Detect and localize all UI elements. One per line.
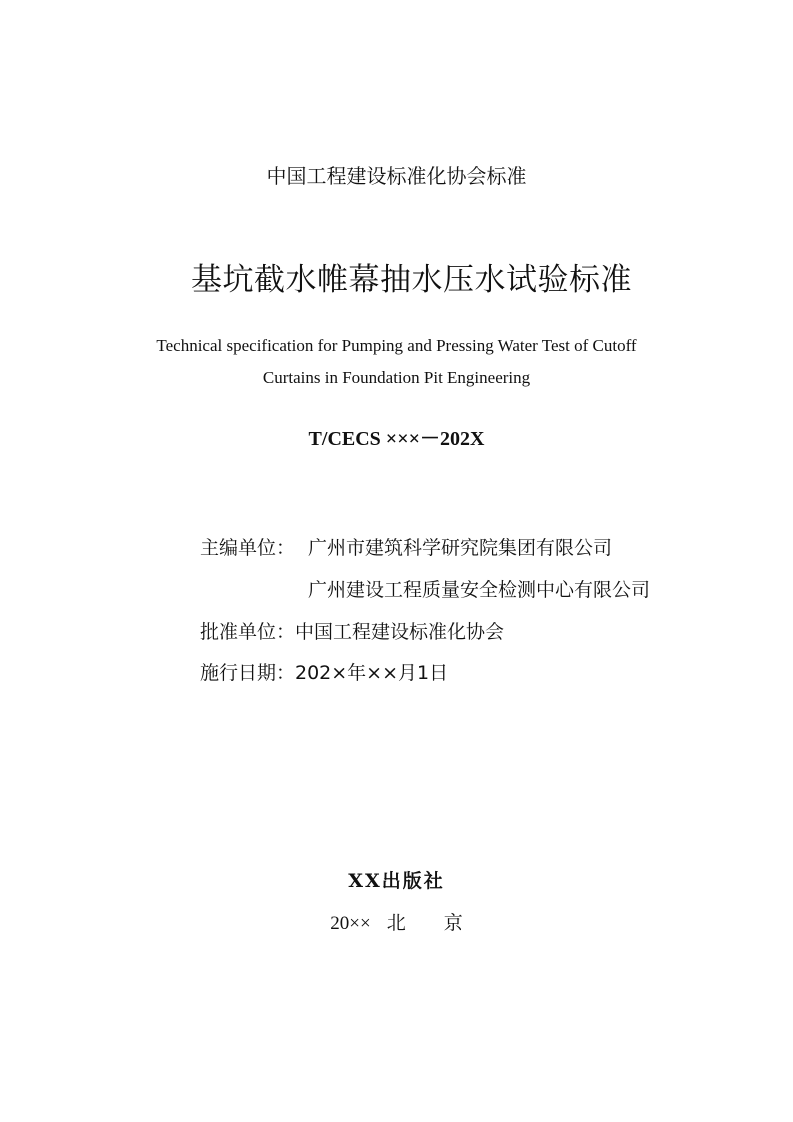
publication-place xyxy=(0,908,793,935)
editor-label: 主编单位： xyxy=(200,537,296,559)
editor-org-2: 广州建设工程质量安全检测中心有限公司 xyxy=(308,579,651,601)
publication-city-char-1: 北 xyxy=(386,912,406,934)
publisher-name: XX出版社 xyxy=(348,870,445,892)
publication-year: 20×× xyxy=(330,913,371,934)
document-title-en-line1: Technical specification for Pumping and Pressing Water Test of Cutoff xyxy=(156,336,637,355)
association-heading: 中国工程建设标准化协会标准 xyxy=(266,164,527,188)
document-title-en-line2: Curtains in Foundation Pit Engineering xyxy=(262,368,531,387)
effective-date-row: 施行日期：202×年××月1日 xyxy=(200,662,449,684)
editor-row-1 xyxy=(200,533,612,560)
publication-city-char-2: 京 xyxy=(443,912,463,934)
standard-number: T/CECS ×××－202X xyxy=(308,428,485,450)
editor-org-1: 广州市建筑科学研究院集团有限公司 xyxy=(308,537,613,559)
approver-row: 批准单位：中国工程建设标准化协会 xyxy=(200,621,505,643)
document-title-cn: 基坑截水帷幕抽水压水试验标准 xyxy=(191,262,632,298)
